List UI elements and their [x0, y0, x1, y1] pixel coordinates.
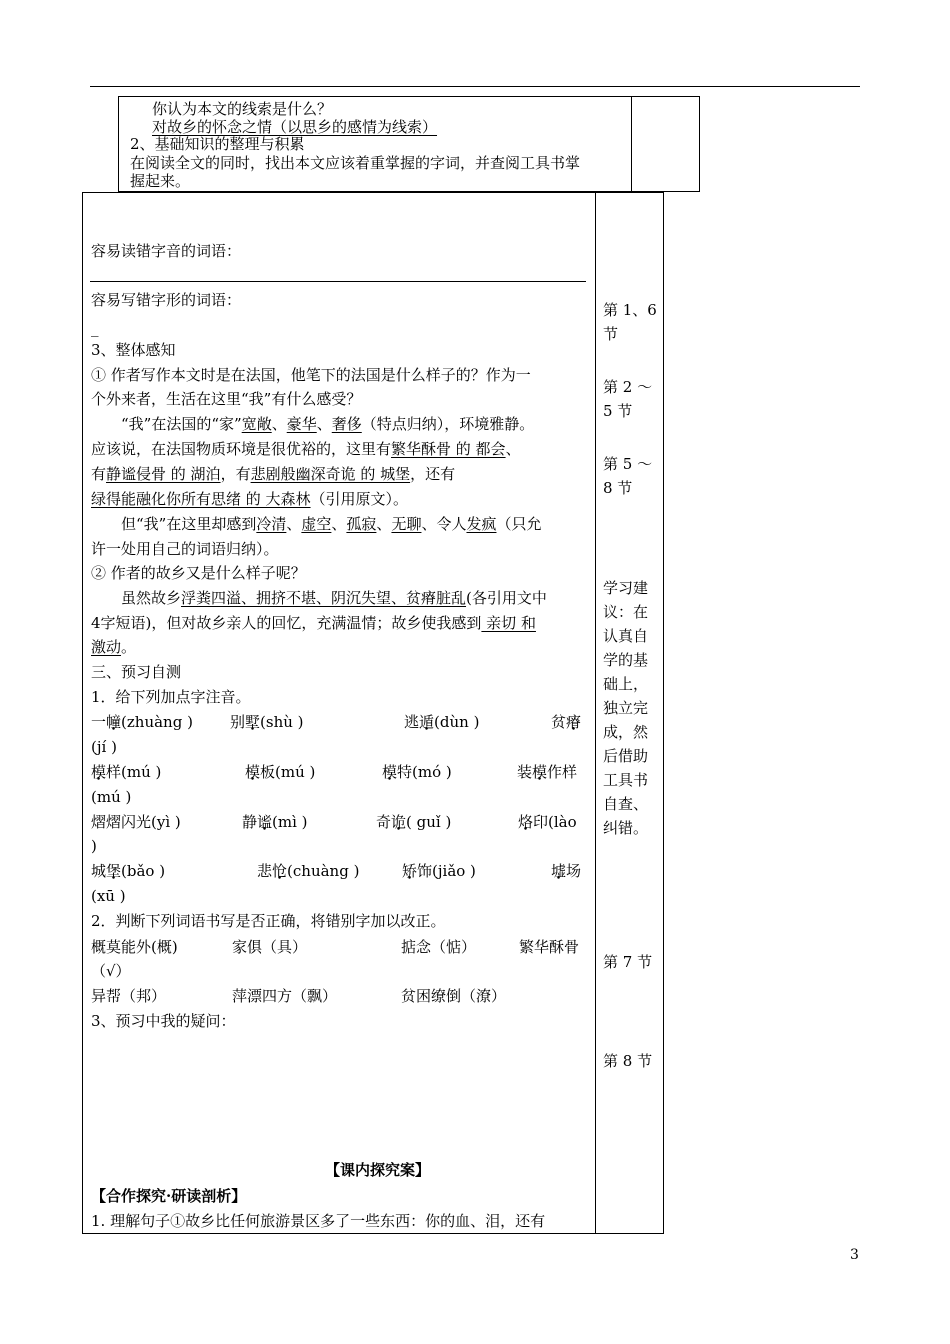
question: 1. 理解句子①故乡比任何旅游景区多了一些东西：你的血、泪，还有 — [91, 1212, 546, 1230]
pinyin-item: 模特(mó ) — [382, 763, 452, 781]
answer-line: 有静谧侵骨 的 湖泊，有悲剧般幽深奇诡 的 城堡，还有 — [91, 465, 456, 483]
judge-item: 异帮（邦） — [91, 987, 167, 1005]
side-note: 学习建 议：在 认真自 学的基 础上， 独立完 成，然 后借助 工具书 自查、 纠错。 — [603, 579, 649, 837]
table-column-divider — [631, 97, 632, 191]
pinyin-item: 城堡(bǎo ) — [91, 862, 166, 880]
answer-line: 对故乡的怀念之情（以思乡的感情为线索） — [152, 118, 438, 136]
section-heading: 2、基础知识的整理与积累 — [130, 135, 305, 153]
section-heading: 【合作探究·研读剖析】 — [91, 1187, 247, 1205]
question: 个外来者，生活在这里“我”有什么感受？ — [91, 390, 362, 408]
side-note: 第 5 ～ 8 节 — [603, 455, 653, 497]
pinyin-item: 墟场 — [551, 862, 582, 880]
table-column-divider — [595, 193, 596, 1233]
text-line: 握起来。 — [130, 172, 191, 190]
pinyin-item: (xū ) — [91, 887, 126, 905]
answer-line: 但“我”在这里却感到冷清、虚空、孤寂、无聊、令人发疯（只允 — [121, 515, 542, 533]
text-line: 你认为本文的线索是什么？ — [152, 100, 333, 118]
side-note: 第 8 节 — [603, 1052, 653, 1070]
pinyin-item: 模板(mú ) — [245, 763, 316, 781]
pinyin-item: (jí ) — [91, 738, 117, 756]
pinyin-item: 别墅(shù ) — [230, 713, 304, 731]
judge-item: 掂念（惦） — [401, 938, 477, 956]
pinyin-item: 矫饰(jiǎo ) — [402, 862, 476, 880]
pinyin-item: 贫瘠 — [551, 713, 582, 731]
pinyin-item: 一幢(zhuàng ) — [91, 713, 193, 731]
question: 1．给下列加点字注音。 — [91, 688, 251, 706]
answer-rule — [90, 281, 586, 282]
pinyin-item: 熠熠闪光(yì ) — [91, 813, 181, 831]
question: ① 作者写作本文时是在法国，他笔下的法国是什么样子的？作为一 — [91, 366, 531, 384]
page-number: 3 — [850, 1247, 859, 1263]
judge-item: 萍漂四方（飘） — [232, 987, 338, 1005]
pinyin-item: ) — [91, 837, 97, 855]
answer-line: “我”在法国的“家”宽敞、豪华、奢侈（特点归纳），环境雅静。 — [121, 415, 535, 433]
text-line: 在阅读全文的同时，找出本文应该着重掌握的字词，并查阅工具书掌 — [130, 154, 581, 172]
section-heading: 三、预习自测 — [91, 663, 182, 681]
pinyin-item: 奇诡( guǐ ) — [376, 813, 452, 831]
question: 2．判断下列词语书写是否正确，将错别字加以改正。 — [91, 912, 446, 930]
pinyin-item: (mú ) — [91, 788, 132, 806]
label: 容易读错字音的词语： — [91, 242, 242, 260]
pinyin-item: 装模作样 — [517, 763, 578, 781]
side-note: 第 7 节 — [603, 953, 653, 971]
side-note: 第 1、6 节 — [603, 301, 657, 343]
blank: _ — [91, 319, 99, 337]
judge-item: （√） — [91, 962, 131, 980]
pinyin-item: 逃遁(dùn ) — [404, 713, 480, 731]
answer-line: 激动。 — [91, 638, 137, 656]
pinyin-item: 静谧(mì ) — [242, 813, 308, 831]
section-heading: 3、整体感知 — [91, 341, 176, 359]
label: 容易写错字形的词语： — [91, 291, 242, 309]
answer-line: 应该说，在法国物质环境是很优裕的，这里有繁华酥骨 的 都会、 — [91, 440, 521, 458]
question: 3、预习中我的疑问： — [91, 1012, 236, 1030]
answer-line: 虽然故乡浮粪四溢、拥挤不堪、阴沉失望、贫瘠脏乱(各引用文中 — [121, 589, 547, 607]
header-rule — [90, 86, 860, 87]
judge-item: 家俱（具） — [232, 938, 308, 956]
answer-line: 4字短语)，但对故乡亲人的回忆，充满温情；故乡使我感到 亲切 和 — [91, 614, 536, 632]
question: ② 作者的故乡又是什么样子呢？ — [91, 564, 306, 582]
judge-item: 概莫能外(概) — [91, 938, 178, 956]
section-heading: 【课内探究案】 — [325, 1161, 431, 1179]
answer-line: 绿得能融化你所有思绪 的 大森林（引用原文）。 — [91, 490, 409, 508]
pinyin-item: 悲怆(chuàng ) — [257, 862, 360, 880]
side-note: 第 2 ～ 5 节 — [603, 378, 653, 420]
answer-line: 许一处用自己的词语归纳）。 — [91, 540, 279, 558]
pinyin-item: 模样(mú ) — [91, 763, 162, 781]
judge-item: 繁华酥骨 — [519, 938, 580, 956]
judge-item: 贫困缭倒（潦） — [401, 987, 507, 1005]
pinyin-item: 烙印(lào — [518, 813, 577, 831]
